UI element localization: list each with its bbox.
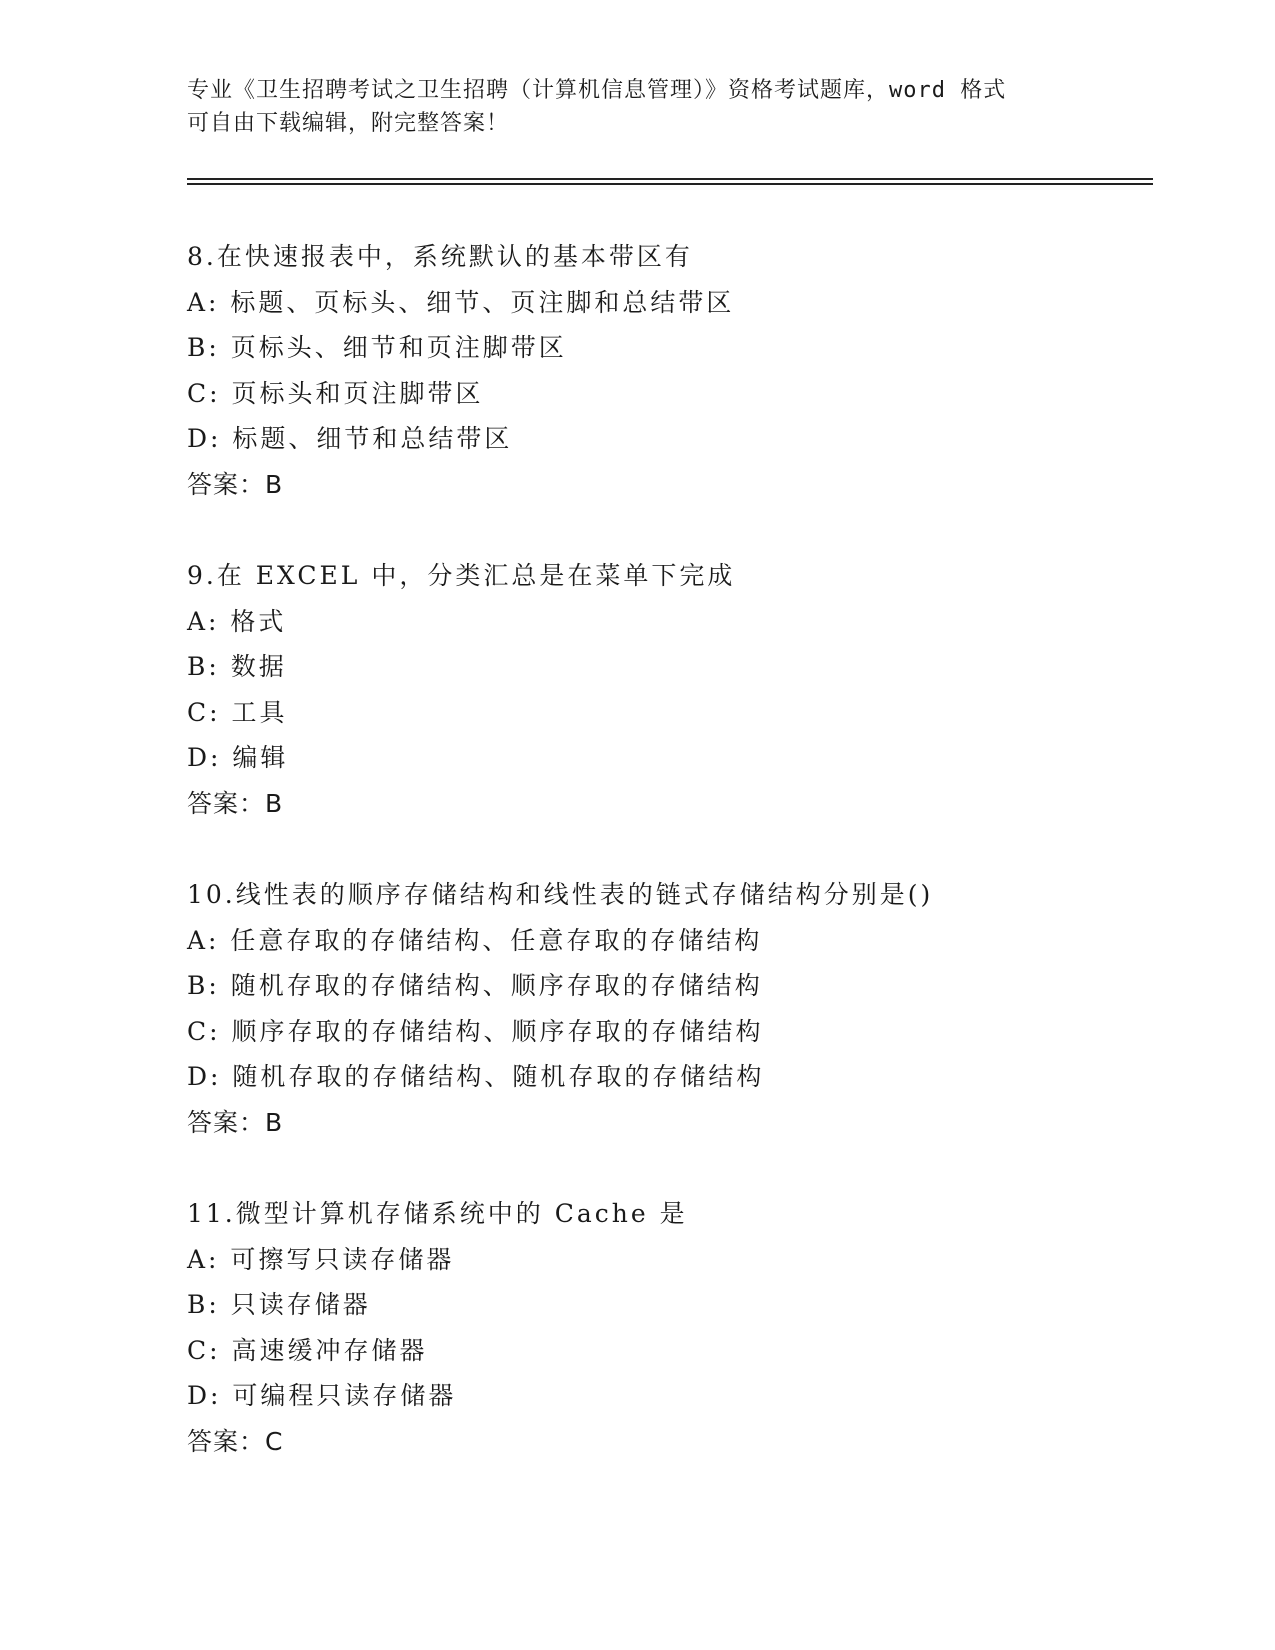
header-rule-top (187, 178, 1153, 180)
question-text: 10.线性表的顺序存储结构和线性表的链式存储结构分别是() (187, 880, 934, 909)
option-c: C: 高速缓冲存储器 (187, 1335, 428, 1365)
option-d: D: 随机存取的存储结构、随机存取的存储结构 (187, 1062, 765, 1091)
option-d: D: 可编程只读存储器 (187, 1381, 457, 1410)
option-d: D: 标题、细节和总结带区 (187, 424, 513, 453)
question-text: 9.在 EXCEL 中，分类汇总是在菜单下完成 (187, 561, 736, 590)
option-b: B: 随机存取的存储结构、顺序存取的存储结构 (187, 971, 763, 1000)
question-10 (187, 872, 1153, 1145)
option-a: A: 任意存取的存储结构、任意存取的存储结构 (187, 925, 763, 955)
question-11 (187, 1191, 1153, 1464)
header-rule-bottom (187, 183, 1153, 185)
option-d: D: 编辑 (187, 743, 289, 772)
option-a: A: 格式 (187, 606, 287, 636)
option-a: A: 标题、页标头、细节、页注脚和总结带区 (187, 287, 735, 317)
document-header (187, 74, 1087, 140)
question-text: 8.在快速报表中，系统默认的基本带区有 (187, 242, 693, 271)
answer: 答案：C (187, 1426, 284, 1456)
option-b: B: 页标头、细节和页注脚带区 (187, 333, 567, 362)
answer: 答案：B (187, 1107, 284, 1137)
header-line-1: 专业《卫生招聘考试之卫生招聘（计算机信息管理）》资格考试题库，word 格式 (187, 78, 1007, 103)
option-c: C: 工具 (187, 697, 288, 727)
option-b: B: 只读存储器 (187, 1290, 371, 1319)
question-9 (187, 553, 1153, 826)
option-a: A: 可擦写只读存储器 (187, 1244, 455, 1274)
option-b: B: 数据 (187, 652, 287, 681)
question-8 (187, 234, 1153, 507)
answer: 答案：B (187, 788, 284, 818)
question-text: 11.微型计算机存储系统中的 Cache 是 (187, 1199, 688, 1228)
option-c: C: 顺序存取的存储结构、顺序存取的存储结构 (187, 1016, 764, 1046)
header-line-2: 可自由下载编辑，附完整答案！ (187, 111, 510, 136)
option-c: C: 页标头和页注脚带区 (187, 378, 484, 408)
answer: 答案：B (187, 469, 284, 499)
